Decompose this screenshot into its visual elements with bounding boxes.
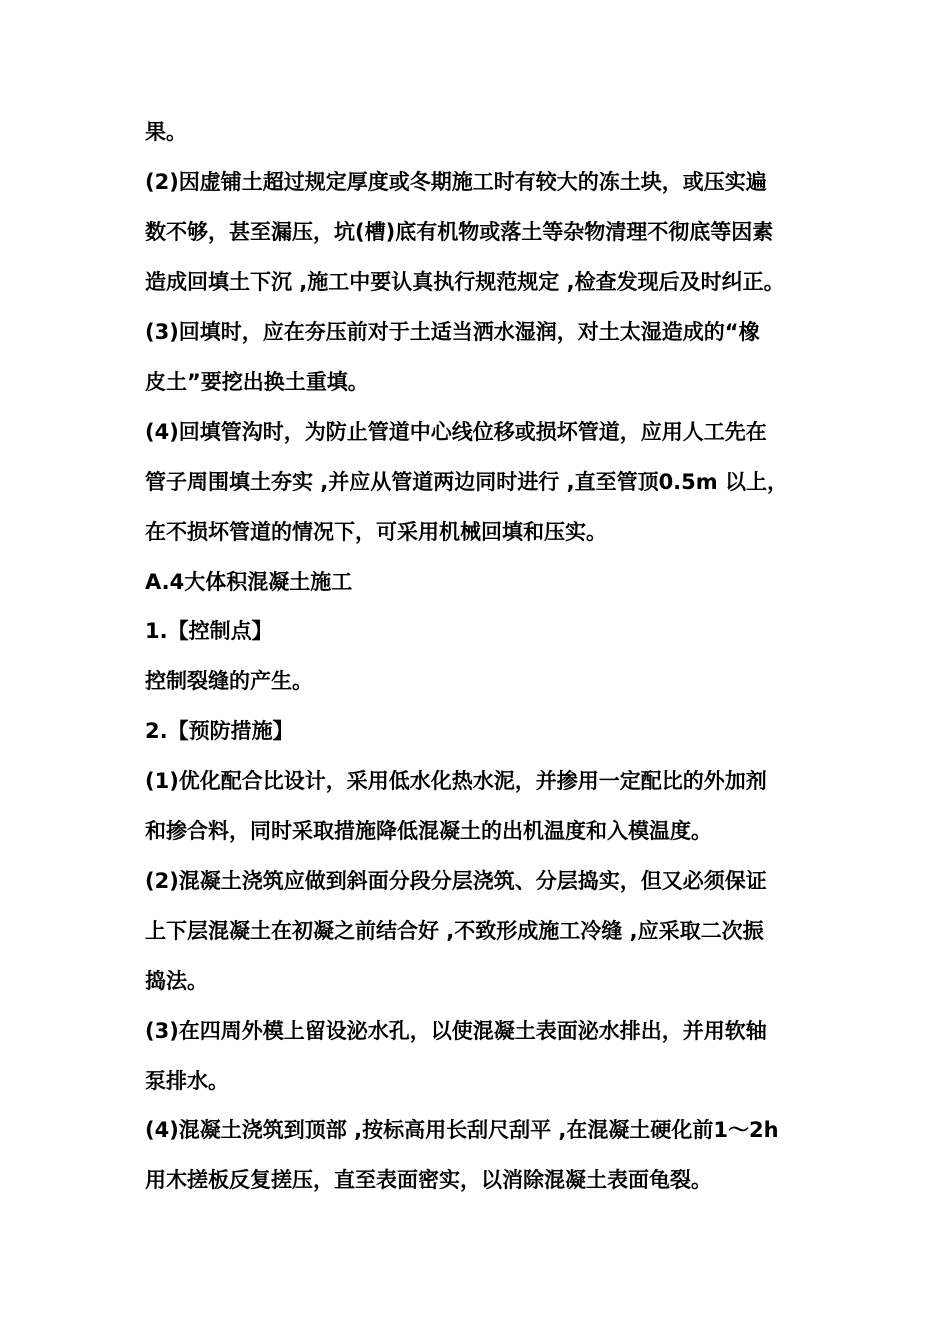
text-line: (1)优化配合比设计，采用低水化热水泥，并掺用一定配比的外加剂 <box>145 769 767 793</box>
text-line: (4)混凝土浇筑到顶部 ,按标高用长刮尺刮平 ,在混凝土硬化前1～2h <box>145 1118 779 1142</box>
subsection-heading: 2.【预防措施】 <box>145 719 294 743</box>
text-line: 用木搓板反复搓压，直至表面密实，以消除混凝土表面龟裂。 <box>145 1168 712 1192</box>
text-line: (2)混凝土浇筑应做到斜面分段分层浇筑、分层捣实，但又必须保证 <box>145 869 767 893</box>
text-line: 果。 <box>145 120 187 144</box>
text-line: 泵排水。 <box>145 1069 229 1093</box>
text-line: 管子周围填土夯实 ,并应从管道两边同时进行 ,直至管顶0.5m 以上， <box>145 470 788 494</box>
text-line: 皮土”要挖出换土重填。 <box>145 370 369 394</box>
text-line: 上下层混凝土在初凝之前结合好 ,不致形成施工冷缝 ,应采取二次振 <box>145 919 764 943</box>
text-line: 在不损坏管道的情况下，可采用机械回填和压实。 <box>145 520 607 544</box>
text-line: (2)因虚铺土超过规定厚度或冬期施工时有较大的冻土块，或压实遍 <box>145 170 767 194</box>
text-line: (3)回填时，应在夯压前对于土适当洒水湿润，对土太湿造成的“橡 <box>145 320 760 344</box>
text-line: 和掺合料，同时采取措施降低混凝土的出机温度和入模温度。 <box>145 819 712 843</box>
text-line: (3)在四周外模上留设泌水孔，以使混凝土表面泌水排出，并用软轴 <box>145 1019 767 1043</box>
text-line: 捣法。 <box>145 969 208 993</box>
section-heading: A.4大体积混凝土施工 <box>145 570 353 594</box>
text-line: 造成回填土下沉 ,施工中要认真执行规范规定 ,检查发现后及时纠正。 <box>145 270 785 294</box>
subsection-heading: 1.【控制点】 <box>145 619 273 643</box>
text-line: 控制裂缝的产生。 <box>145 669 313 693</box>
text-line: 数不够，甚至漏压，坑(槽)底有机物或落土等杂物清理不彻底等因素 <box>145 220 774 244</box>
text-line: (4)回填管沟时，为防止管道中心线位移或损坏管道，应用人工先在 <box>145 420 767 444</box>
